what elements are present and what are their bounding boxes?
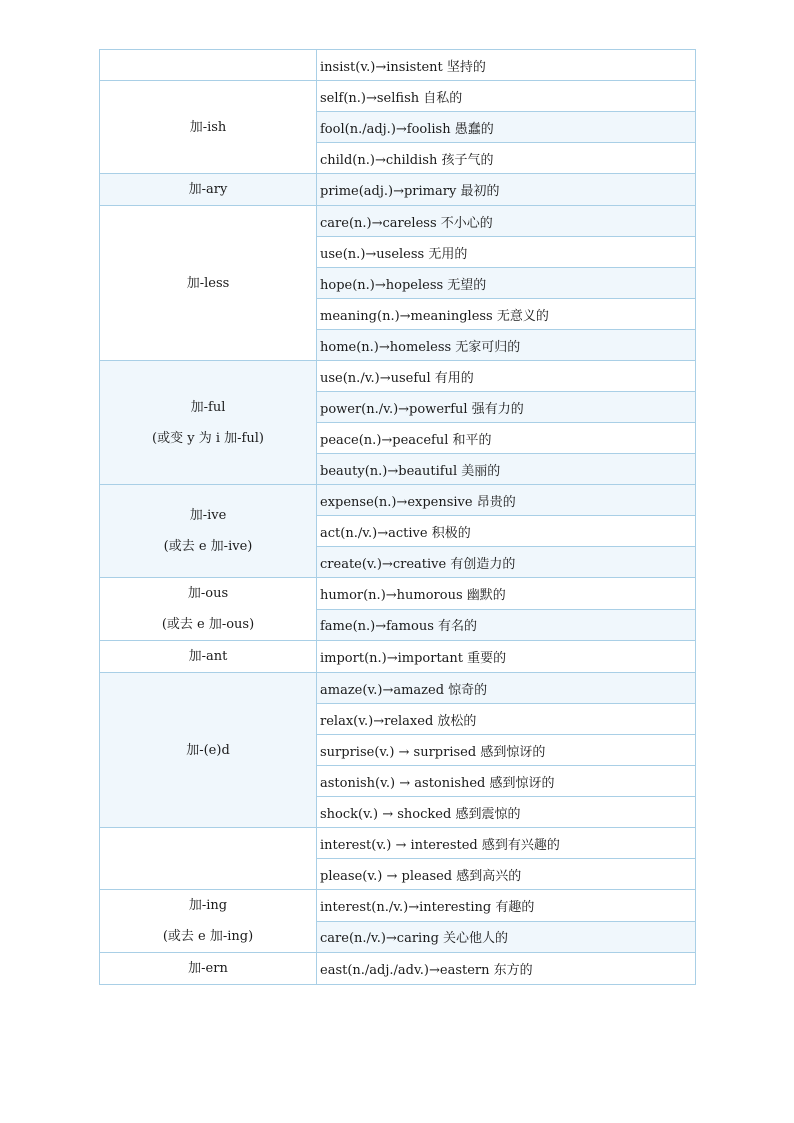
suffix-rule-cell: [100, 641, 317, 673]
suffix-rule: 加-ive: [189, 508, 227, 523]
example-cell: prime(adj.)→primary 最初的: [317, 174, 696, 206]
example-cell: child(n.)→childish 孩子气的: [317, 143, 696, 174]
example-cell: east(n./adj./adv.)→eastern 东方的: [317, 953, 696, 985]
suffix-rule-cell: [100, 828, 317, 890]
example-cell: humor(n.)→humorous 幽默的: [317, 578, 696, 610]
suffix-rule-note: (或变 y 为 i 加-ful): [152, 430, 264, 446]
table-row: [100, 81, 696, 112]
example-cell: power(n./v.)→powerful 强有力的: [317, 392, 696, 423]
example-cell: insist(v.)→insistent 坚持的: [317, 50, 696, 81]
example-cell: expense(n.)→expensive 昂贵的: [317, 485, 696, 516]
example-cell: fool(n./adj.)→foolish 愚蠢的: [317, 112, 696, 143]
table-row: [100, 673, 696, 704]
example-cell: interest(n./v.)→interesting 有趣的: [317, 890, 696, 922]
example-cell: hope(n.)→hopeless 无望的: [317, 268, 696, 299]
example-cell: use(n.)→useless 无用的: [317, 237, 696, 268]
example-cell: peace(n.)→peaceful 和平的: [317, 423, 696, 454]
suffix-rule: 加-ish: [189, 119, 227, 135]
suffix-rule: 加-ant: [188, 649, 228, 664]
suffix-rule: 加-ern: [188, 961, 228, 976]
suffix-rule-cell: [100, 174, 317, 206]
table-row: [100, 174, 696, 206]
example-cell: fame(n.)→famous 有名的: [317, 609, 696, 641]
table-row: [100, 50, 696, 81]
suffix-rule: 加-ing: [188, 898, 228, 913]
example-cell: care(n./v.)→caring 关心他人的: [317, 921, 696, 953]
suffix-rule-cell: [100, 890, 317, 953]
table-row: [100, 206, 696, 237]
example-cell: create(v.)→creative 有创造力的: [317, 547, 696, 578]
suffix-rule-cell: [100, 953, 317, 985]
table-row: [100, 578, 696, 610]
table-row: [100, 485, 696, 516]
suffix-rule-cell: [100, 361, 317, 485]
table-row: [100, 890, 696, 922]
suffix-rule-cell: [100, 50, 317, 81]
example-cell: please(v.) → pleased 感到高兴的: [317, 859, 696, 890]
suffix-rule-note: (或去 e 加-ous): [161, 617, 255, 632]
example-cell: home(n.)→homeless 无家可归的: [317, 330, 696, 361]
example-cell: surprise(v.) → surprised 感到惊讶的: [317, 735, 696, 766]
suffix-table: [99, 49, 696, 985]
table-row: [100, 641, 696, 673]
example-cell: meaning(n.)→meaningless 无意义的: [317, 299, 696, 330]
example-cell: act(n./v.)→active 积极的: [317, 516, 696, 547]
example-cell: import(n.)→important 重要的: [317, 641, 696, 673]
example-cell: care(n.)→careless 不小心的: [317, 206, 696, 237]
suffix-rule: 加-ous: [187, 586, 229, 601]
suffix-rule-cell: [100, 206, 317, 361]
suffix-rule-note: (或去 e 加-ing): [162, 929, 254, 944]
suffix-rule-cell: [100, 673, 317, 828]
suffix-table-body: [100, 50, 696, 985]
example-cell: self(n.)→selfish 自私的: [317, 81, 696, 112]
example-cell: astonish(v.) → astonished 感到惊讶的: [317, 766, 696, 797]
example-cell: interest(v.) → interested 感到有兴趣的: [317, 828, 696, 859]
table-row: [100, 953, 696, 985]
suffix-rule: 加-(e)d: [186, 742, 230, 758]
suffix-rule: 加-ful: [190, 399, 226, 415]
example-cell: relax(v.)→relaxed 放松的: [317, 704, 696, 735]
example-cell: shock(v.) → shocked 感到震惊的: [317, 797, 696, 828]
suffix-rule: 加-ary: [188, 182, 228, 197]
suffix-rule: 加-less: [186, 275, 230, 291]
suffix-rule-note: (或去 e 加-ive): [163, 539, 253, 554]
example-cell: amaze(v.)→amazed 惊奇的: [317, 673, 696, 704]
table-row: [100, 828, 696, 859]
example-cell: use(n./v.)→useful 有用的: [317, 361, 696, 392]
suffix-rule-cell: [100, 578, 317, 641]
suffix-rule-cell: [100, 81, 317, 174]
table-row: [100, 361, 696, 392]
suffix-rule-cell: [100, 485, 317, 578]
example-cell: beauty(n.)→beautiful 美丽的: [317, 454, 696, 485]
